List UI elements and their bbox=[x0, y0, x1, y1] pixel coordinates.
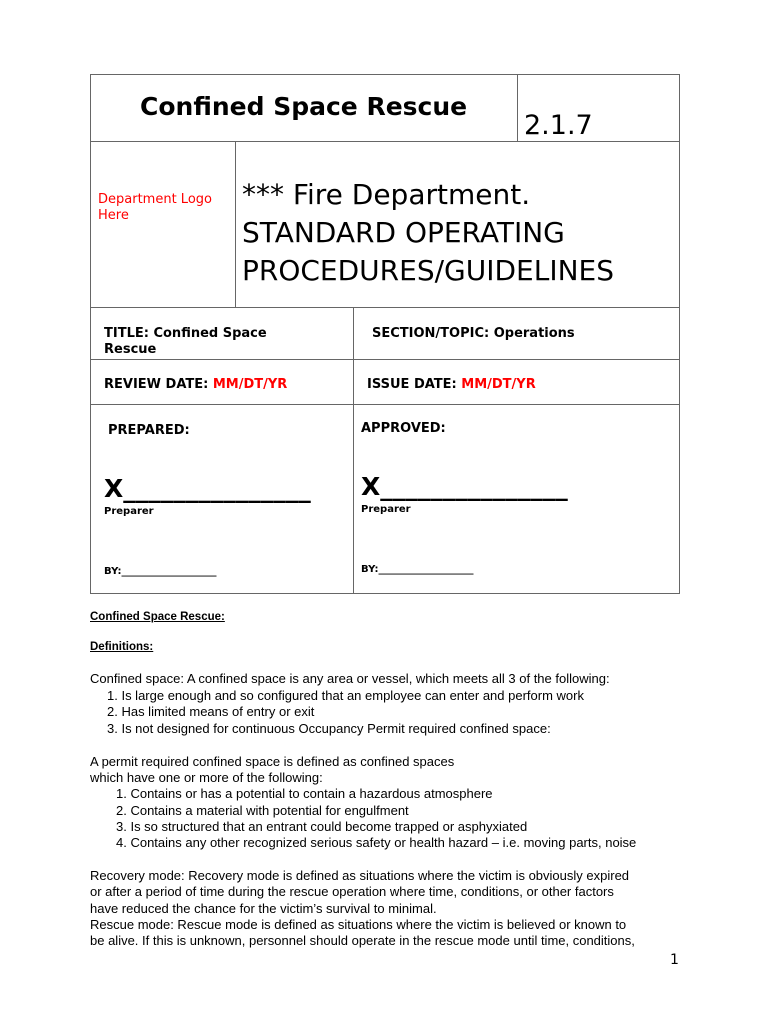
table-border bbox=[517, 74, 518, 141]
prepared-label: PREPARED: bbox=[108, 423, 190, 438]
approved-by-line[interactable]: BY:___________________ bbox=[361, 564, 474, 575]
body-line: be alive. If this is unknown, personnel should operate in the rescue mode until time, conditions, bbox=[90, 933, 635, 948]
body-line: A permit required confined space is defined as confined spaces bbox=[90, 754, 455, 769]
list-item: 1. Contains or has a potential to contain a hazardous atmosphere bbox=[116, 786, 493, 801]
list-item: 3. Is so structured that an entrant could become trapped or asphyxiated bbox=[116, 819, 528, 834]
table-border bbox=[679, 74, 680, 594]
logo-placeholder: Department Logo bbox=[98, 192, 212, 207]
table-border bbox=[90, 593, 680, 594]
list-item: 1. Is large enough and so configured that an employee can enter and perform work bbox=[107, 688, 584, 703]
table-border bbox=[235, 141, 236, 307]
table-border bbox=[353, 307, 354, 593]
list-item: 2. Contains a material with potential for engulfment bbox=[116, 803, 409, 818]
approver-signature-line[interactable]: X_______________ bbox=[361, 472, 568, 501]
definitions-heading: Definitions: bbox=[90, 641, 154, 653]
prepared-by-line[interactable]: BY:___________________ bbox=[104, 566, 217, 577]
sop-number: 2.1.7 bbox=[524, 110, 593, 141]
body-line: Recovery mode: Recovery mode is defined as situations where the victim is obviously expired bbox=[90, 868, 630, 883]
table-border bbox=[90, 74, 680, 75]
document-title: Confined Space Rescue bbox=[140, 92, 468, 121]
body-line: which have one or more of the following: bbox=[90, 770, 323, 785]
section-field: SECTION/TOPIC: Operations bbox=[372, 326, 575, 341]
title-field: TITLE: Confined Space Rescue bbox=[104, 326, 267, 357]
preparer-signature-line[interactable]: X_______________ bbox=[104, 474, 311, 503]
approved-label: APPROVED: bbox=[361, 421, 446, 436]
sop-heading: STANDARD OPERATING bbox=[242, 216, 565, 249]
issue-date-field: ISSUE DATE: MM/DT/YR bbox=[367, 377, 536, 392]
table-border bbox=[90, 74, 91, 594]
sop-heading: PROCEDURES/GUIDELINES bbox=[242, 254, 614, 287]
table-border bbox=[90, 404, 680, 405]
section-heading: Confined Space Rescue: bbox=[90, 611, 225, 623]
review-date-field: REVIEW DATE: MM/DT/YR bbox=[104, 377, 288, 392]
body-line: Rescue mode: Rescue mode is defined as situations where the victim is believed or known to bbox=[90, 917, 627, 932]
body-line: or after a period of time during the rescue operation where time, conditions, or other factors bbox=[90, 884, 614, 899]
table-border bbox=[90, 359, 680, 360]
department-heading bbox=[242, 176, 614, 290]
list-item: 3. Is not designed for continuous Occupancy Permit required confined space: bbox=[107, 721, 551, 736]
department-name: *** Fire Department. bbox=[242, 178, 531, 211]
logo-placeholder: Here bbox=[98, 208, 129, 223]
list-item: 2. Has limited means of entry or exit bbox=[107, 704, 315, 719]
table-border bbox=[90, 141, 680, 142]
table-border bbox=[90, 307, 680, 308]
preparer-caption: Preparer bbox=[104, 506, 154, 517]
list-item: 4. Contains any other recognized serious safety or health hazard – i.e. moving parts, noise bbox=[116, 835, 637, 850]
body-line: Confined space: A confined space is any area or vessel, which meets all 3 of the following: bbox=[90, 671, 610, 686]
page-number: 1 bbox=[670, 952, 679, 968]
approver-caption: Preparer bbox=[361, 504, 411, 515]
body-line: have reduced the chance for the victim’s survival to minimal. bbox=[90, 901, 437, 916]
